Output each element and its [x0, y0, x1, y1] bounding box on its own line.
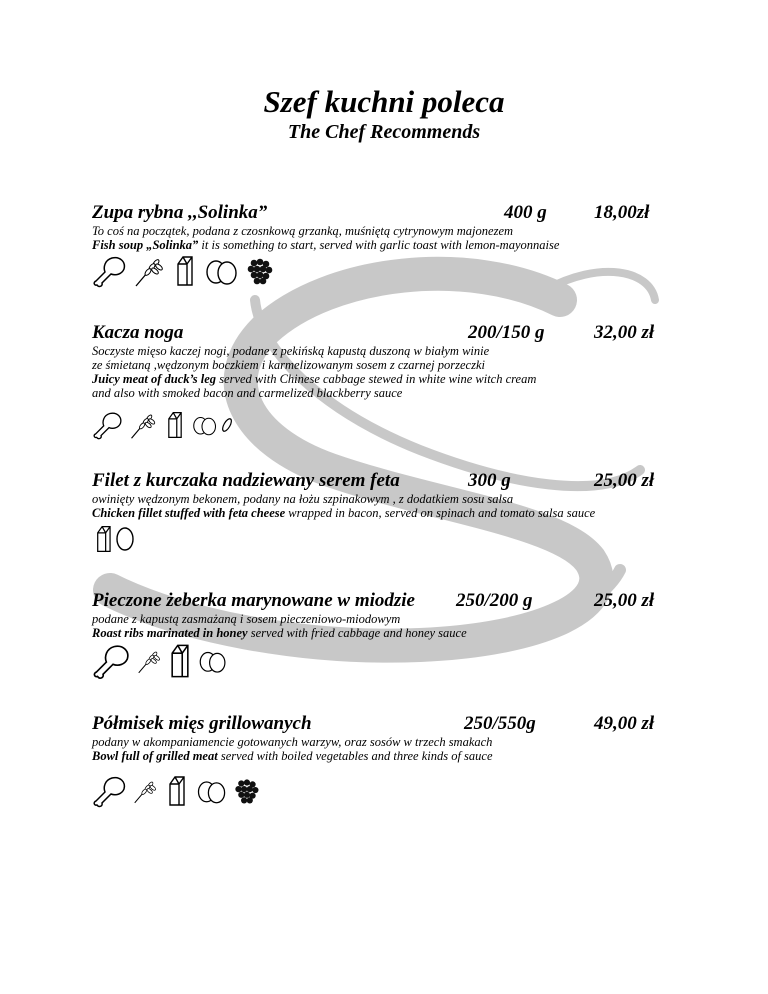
description-en-line: [92, 506, 595, 520]
menu-item-chicken-fillet: [92, 470, 712, 560]
dish-weight: 300 g: [468, 470, 511, 491]
drumstick-icon: [92, 410, 126, 440]
dish-price: 18,00zł: [594, 202, 650, 223]
dish-description: [92, 224, 559, 252]
menu-item-duck-leg: [92, 322, 712, 442]
allergen-icons: [92, 524, 136, 554]
menu-item-roast-ribs: [92, 590, 712, 685]
description-en-bold: Fish soup „Solinka”: [92, 238, 199, 252]
drumstick-icon: [92, 642, 134, 680]
dish-name: Półmisek mięs grillowanych: [92, 713, 312, 734]
eggs-icon: [202, 254, 242, 288]
dish-weight: 250/550g: [464, 713, 536, 734]
wheat-icon: [134, 642, 164, 680]
dish-weight: 200/150 g: [468, 322, 545, 343]
description-en-text: it is something to start, served with garlic toast with lemon-mayonnaise: [198, 238, 560, 252]
description-en-bold: Juicy meat of duck’s leg: [92, 372, 217, 386]
eggs-icon: [190, 410, 220, 440]
allergen-icons: [92, 773, 262, 809]
description-en-bold: Roast ribs marinated in honey: [92, 626, 248, 640]
allergen-icons: [92, 410, 234, 440]
drumstick-icon: [92, 773, 130, 809]
dish-description: [92, 612, 467, 640]
dish-name: Kacza noga: [92, 322, 184, 343]
wheat-icon: [130, 773, 160, 809]
description-en-line: [92, 749, 493, 763]
milk-carton-icon: [160, 410, 190, 440]
dish-description: [92, 344, 536, 400]
wheat-icon: [130, 254, 168, 288]
milk-carton-icon: [92, 524, 114, 554]
page-title: Szef kuchni poleca: [263, 84, 505, 119]
drumstick-icon: [92, 254, 130, 288]
eggs-icon: [196, 642, 230, 680]
description-pl-line: ze śmietaną ,wędzonym boczkiem i karmelizowanym sosem z czarnej porzeczki: [92, 358, 485, 372]
dish-description: [92, 735, 493, 763]
dish-name: Zupa rybna ,,Solinka”: [92, 202, 268, 223]
dish-price: 49,00 zł: [594, 713, 655, 734]
dish-price: 32,00 zł: [594, 322, 655, 343]
dish-price: 25,00 zł: [594, 470, 655, 491]
description-en-text: wrapped in bacon, served on spinach and tomato salsa sauce: [285, 506, 596, 520]
description-en-bold: Bowl full of grilled meat: [92, 749, 218, 763]
menu-item-fish-soup: [92, 202, 712, 282]
milk-carton-icon: [168, 254, 202, 288]
description-pl-line: podane z kapustą zasmażaną i sosem pieczeniowo-miodowym: [92, 612, 401, 626]
description-pl-line: Soczyste mięso kaczej nogi, podane z pekińską kapustą duszoną w białym winie: [92, 344, 490, 358]
allergen-icons: [92, 642, 230, 680]
description-en-line: [92, 386, 536, 400]
dish-weight: 250/200 g: [456, 590, 533, 611]
sausage-icon: [220, 410, 234, 440]
wheat-icon: [126, 410, 160, 440]
dish-weight: 400 g: [504, 202, 547, 223]
milk-carton-icon: [160, 773, 194, 809]
allergen-icons: [92, 254, 276, 288]
description-pl-line: owinięty wędzonym bekonem, podany na łożu szpinakowym , z dodatkiem sosu salsa: [92, 492, 514, 506]
dish-name: Pieczone żeberka marynowane w miodzie: [92, 590, 415, 611]
description-pl-line: podany w akompaniamencie gotowanych warzyw, oraz sosów w trzech smakach: [92, 735, 493, 749]
page-subtitle: The Chef Recommends: [287, 121, 481, 143]
milk-carton-icon: [164, 642, 196, 680]
description-en-line: [92, 238, 559, 252]
description-en-text: served with Chinese cabbage stewed in white wine witch cream: [216, 372, 537, 386]
description-pl-line: To coś na początek, podana z czosnkową grzanką, muśniętą cytrynowym majonezem: [92, 224, 514, 238]
dish-description: [92, 492, 595, 520]
description-en-text: served with fried cabbage and honey sauce: [247, 626, 467, 640]
menu-item-grilled-meat-platter: [92, 713, 712, 813]
eggs-icon: [194, 773, 230, 809]
berries-icon: [242, 254, 276, 288]
description-en-line: [92, 372, 536, 386]
dish-price: 25,00 zł: [594, 590, 655, 611]
description-en-bold: Chicken fillet stuffed with feta cheese: [92, 506, 286, 520]
description-en-text: and also with smoked bacon and carmelized blackberry sauce: [92, 386, 403, 400]
dish-name: Filet z kurczaka nadziewany serem feta: [92, 470, 400, 491]
egg-icon: [114, 524, 136, 554]
description-en-line: [92, 626, 467, 640]
berries-icon: [230, 773, 262, 809]
description-en-text: served with boiled vegetables and three kinds of sauce: [217, 749, 493, 763]
